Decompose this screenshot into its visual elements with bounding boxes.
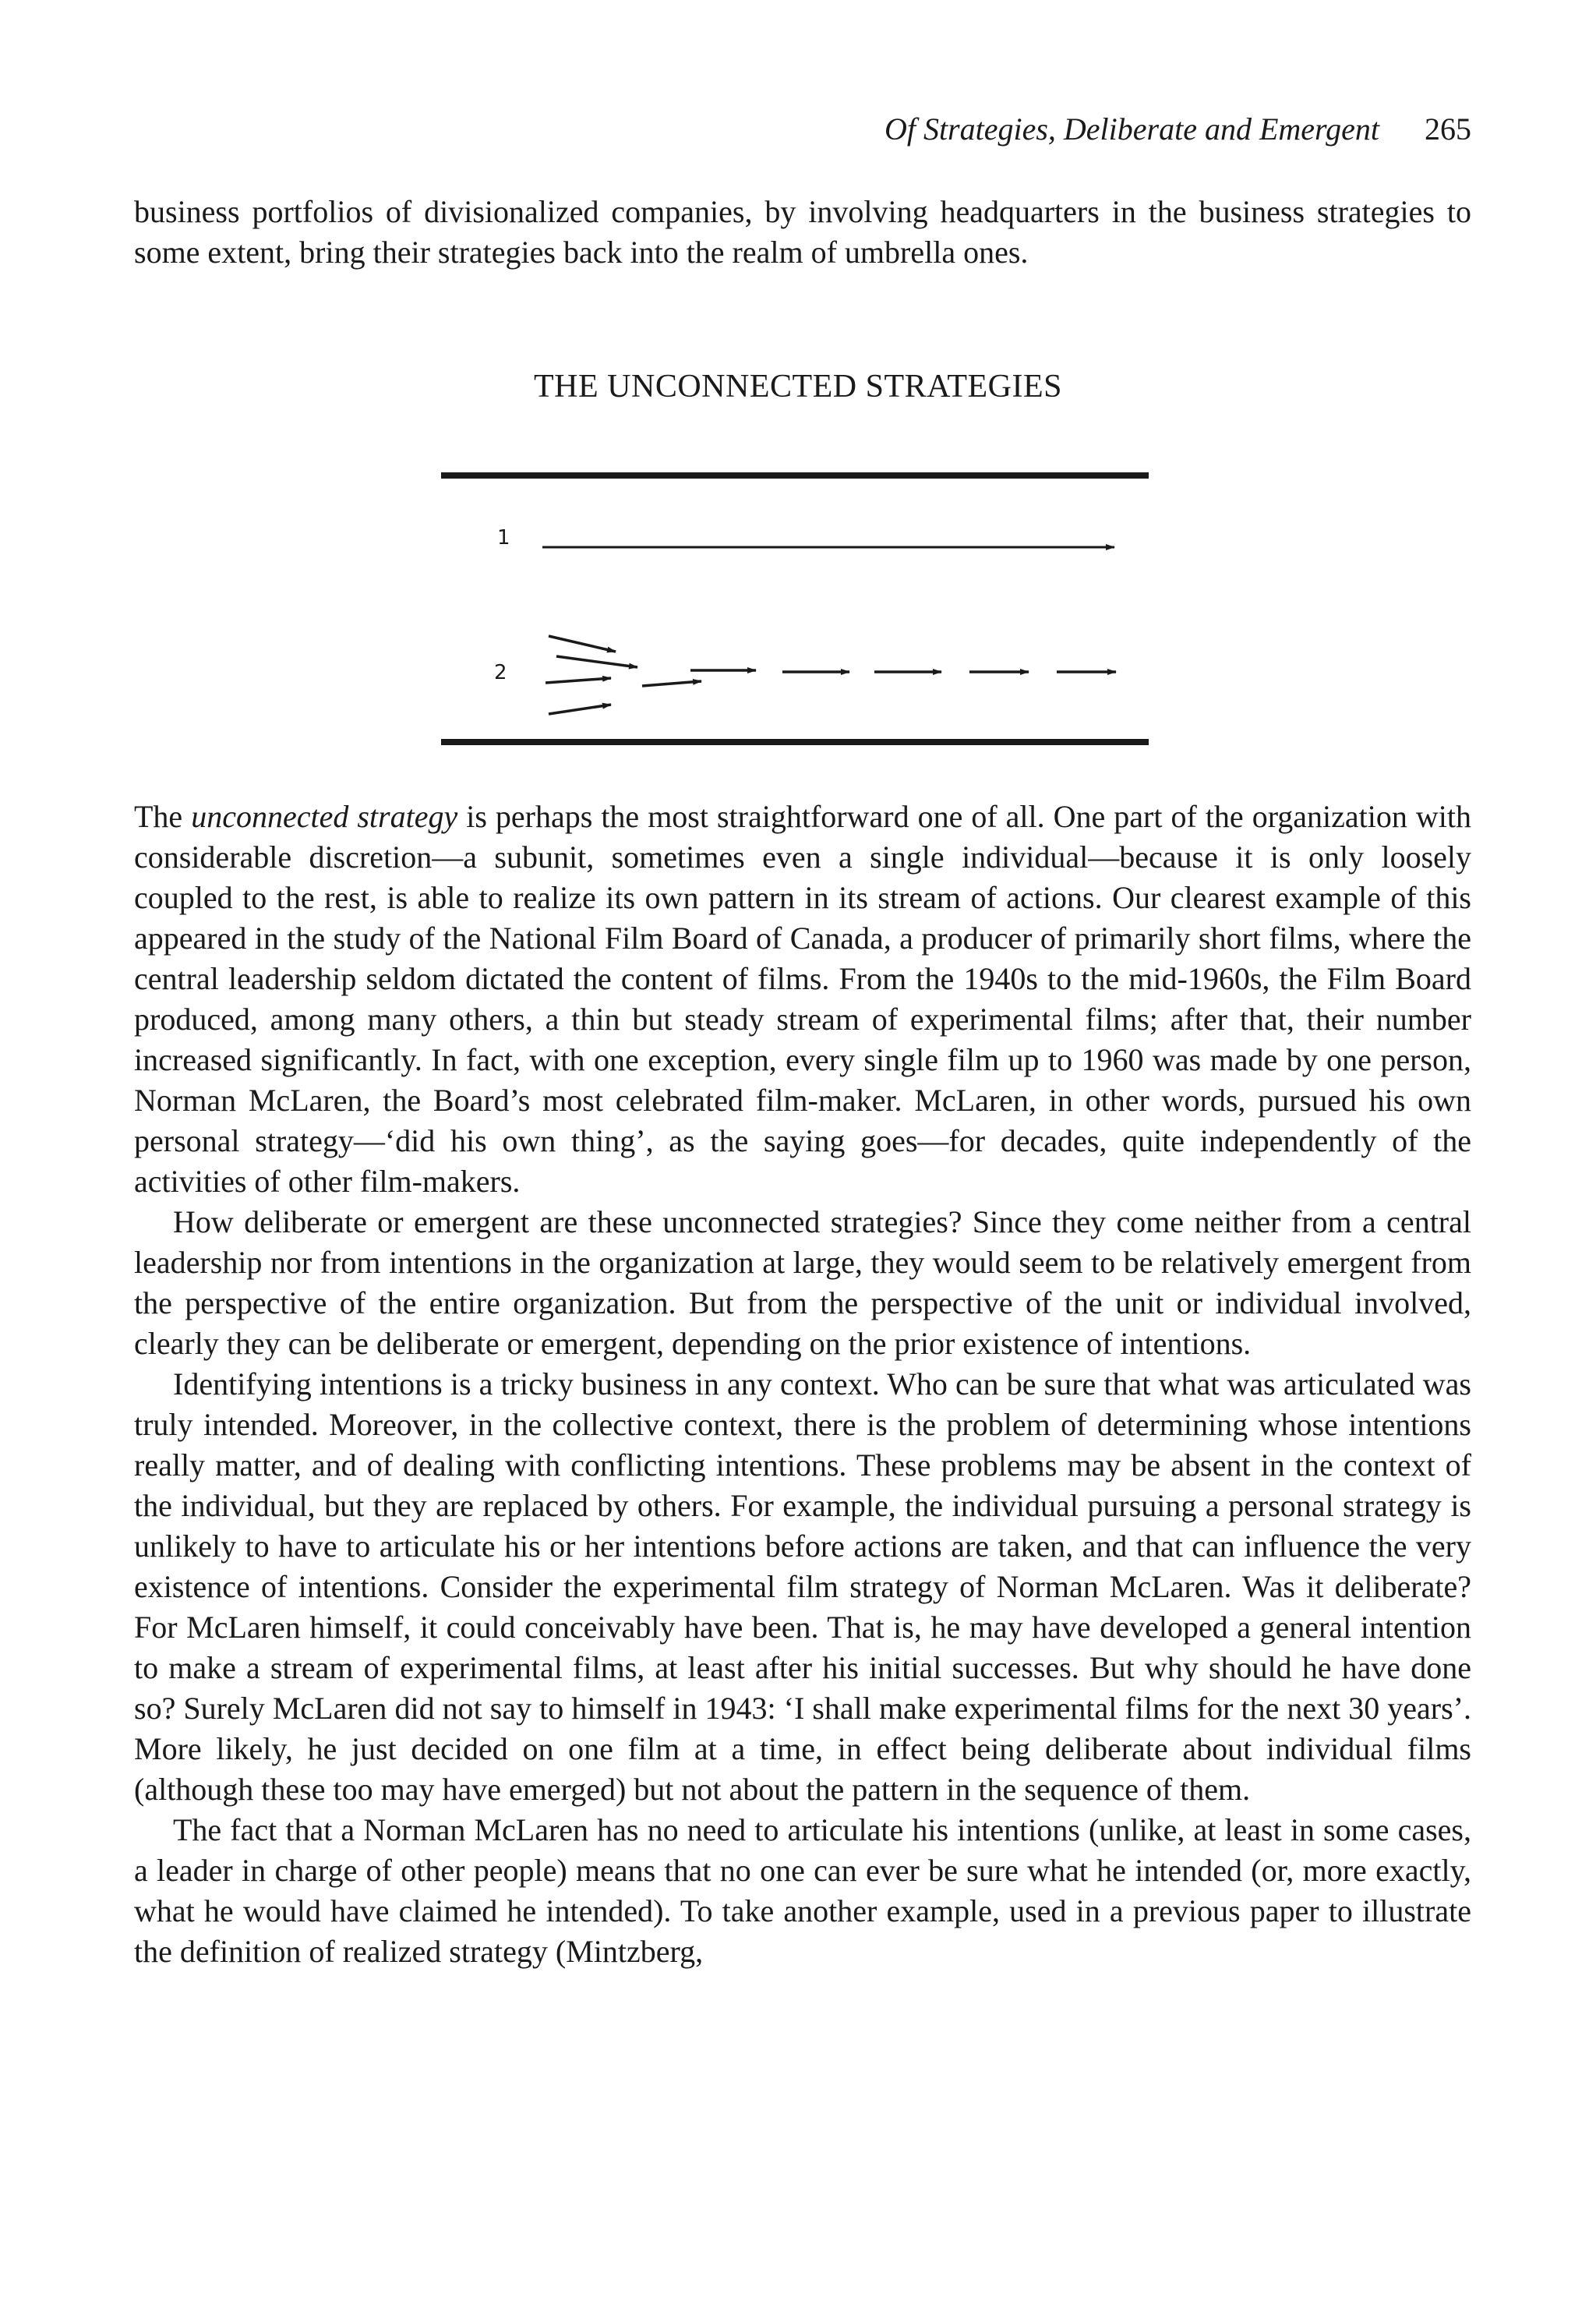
- stream-2-converging-arrow: [549, 636, 616, 652]
- intro-paragraph: business portfolios of divisionalized companies, by involving headquarters in the business strategies to some extent, bring their strategies back into the realm of umbrella ones.: [134, 194, 1471, 270]
- paragraph-deliberate-or-emergent: How deliberate or emergent are these unconnected strategies? Since they come neither from a central leadership nor from intentions in the organization at large, they would seem to be relatively emergent from the perspective of the entire organization. But from the perspective of the unit or individual involved, clearly they can be deliberate or emergent, depending on the prior existence of intentions.: [134, 1204, 1471, 1361]
- stream-2-converging-arrow: [549, 705, 611, 714]
- paragraph-unconnected-strategy: [134, 797, 1471, 1202]
- paragraph-identifying-intentions: Identifying intentions is a tricky business in any context. Who can be sure that what was articulated was truly intended. Moreover, in the collective context, there is the problem of determining whose intentions really matter, and of dealing with conflicting intentions. These problems may be absent in the context of the individual, but they are replaced by others. For example, the individual pursuing a personal strategy is unlikely to have to articulate his or her intentions before actions are taken, and that can influence the very existence of intentions. Consider the experimental film strategy of Norman McLaren. Was it deliberate? For McLaren himself, it could conceivably have been. That is, he may have developed a general intention to make a stream of experimental films, at least after his initial successes. But why should he have done so? Surely McLaren did not say to himself in 1943: ‘I shall make experimental films for the next 30 years’. More likely, he just decided on one film at a time, in effect being deliberate about individual films (although these too may have emerged) but not about the pattern in the sequence of them.: [134, 1366, 1471, 1807]
- paragraph-mclaren-intentions: The fact that a Norman McLaren has no need to articulate his intentions (unlike, at least in some cases, a leader in charge of other people) means that no one can ever be sure what he intended (or, more exactly, what he would have claimed he intended). To take another example, used in a previous paper to illustrate the definition of realized strategy (Mintzberg,: [134, 1812, 1471, 1969]
- stream-1-label: 1: [497, 526, 510, 550]
- stream-2-arrows: [546, 636, 1116, 714]
- figure-title: THE UNCONNECTED STRATEGIES: [534, 369, 1062, 405]
- italic-term: unconnected strategy: [191, 799, 458, 834]
- boundary-top-line: [441, 472, 1149, 479]
- intro-text-block: [134, 192, 1471, 273]
- stream-2-converging-arrow: [546, 678, 611, 683]
- stream-2-converging-arrow: [556, 656, 637, 667]
- stream-2-label: 2: [494, 661, 507, 684]
- running-title: Of Strategies, Deliberate and Emergent: [884, 111, 1379, 147]
- main-text-block: [134, 797, 1471, 1972]
- page-number: 265: [1425, 111, 1471, 147]
- strategy-diagram: [0, 366, 1596, 756]
- unconnected-strategies-figure: [0, 366, 1596, 756]
- running-head: [885, 111, 1471, 148]
- paragraph-lead: The: [134, 799, 192, 834]
- stream-2-converging-arrow: [642, 681, 701, 686]
- boundary-bottom-line: [441, 739, 1149, 745]
- paragraph-text: is perhaps the most straightforward one of all. One part of the organization with considerable discretion—a subunit, sometimes even a single individual—because it is only loosely coupled to the rest, is able to realize its own pattern in its stream of actions. Our clearest example of this appeared in the study of the National Film Board of Canada, a producer of primarily short films, where the central leadership seldom dictated the content of films. From the 1940s to the mid-1960s, the Film Board produced, among many others, a thin but steady stream of experimental films; after that, their number increased significantly. In fact, with one exception, every single film up to 1960 was made by one person, Norman McLaren, the Board’s most celebrated film-maker. McLaren, in other words, pursued his own personal strategy—‘did his own thing’, as the saying goes—for decades, quite independently of the activities of other film-makers.: [134, 799, 1472, 1199]
